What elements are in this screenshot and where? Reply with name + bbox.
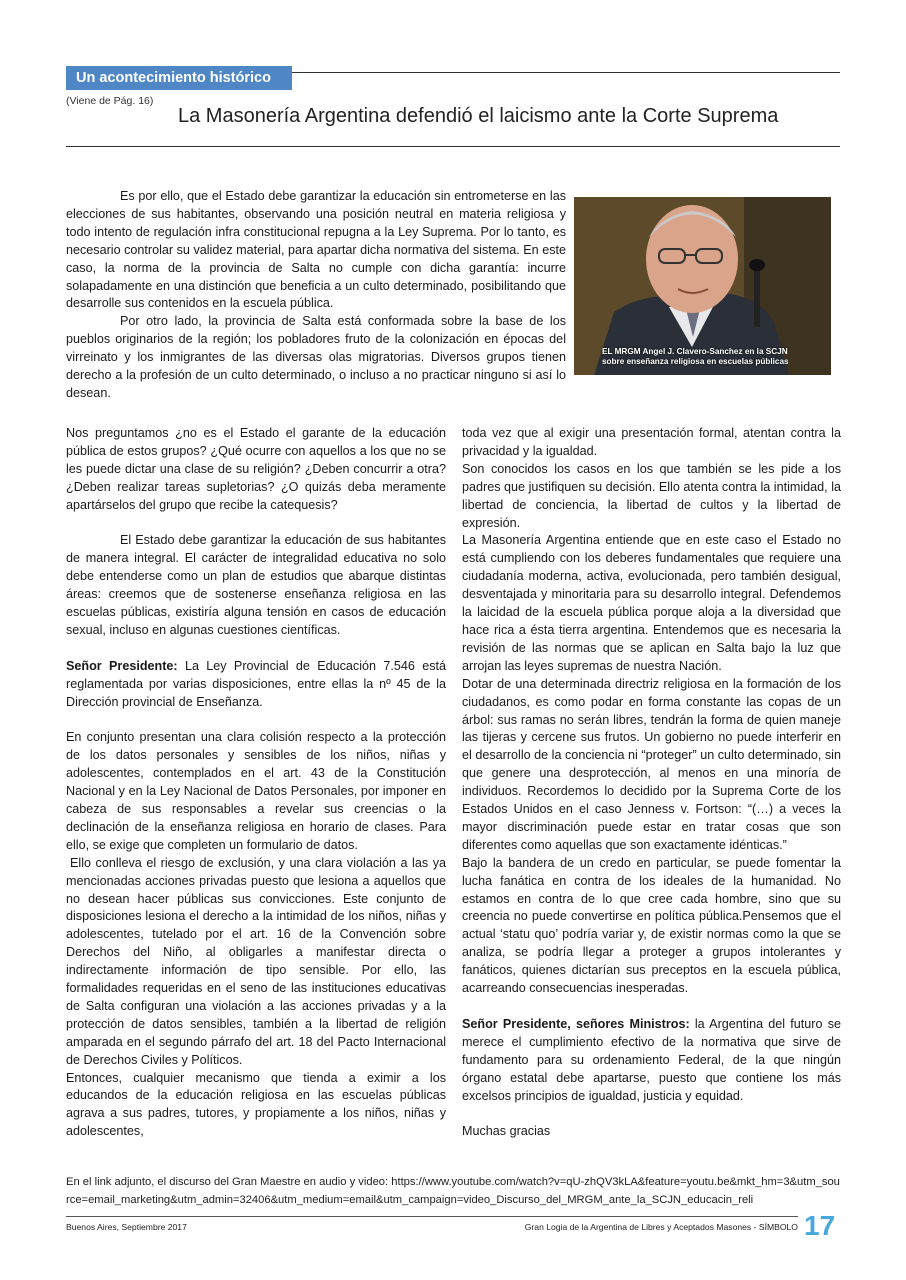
headline-rule (66, 146, 840, 147)
right-paragraph-6-text: la Argentina del futuro se merece el cumplimiento efectivo de la normativa que sirve de fundamento para su ordenamiento Federal, de la que ningún órgano estatal debe apartarse, puesto que contiene los más excelsos principios de igualdad, justicia y equidad. (462, 1016, 842, 1103)
closing-line: Muchas gracias (462, 1124, 551, 1139)
photo-caption (602, 347, 789, 366)
intro-paragraph-1: Es por ello, que el Estado debe garantizar la educación sin entrometerse en las elecciones de sus habitantes, observando una posición neutral en materia religiosa y todo intento de regulación infra constitucional repugna a la Ley Suprema. Por lo tanto, es necesario controlar su validez material, para apartar dicha normativa del sistema. En este caso, la norma de la provincia de Salta no cumple con dicha garantía: incurre solapadamente en una distinción que beneficia a un culto determinado, posibilitando que desarrolle sus contenidos en la escuela pública. (66, 189, 566, 311)
left-paragraph-3-text: La Ley Provincial de Educación 7.546 está reglamentada por varias disposiciones, entre ellas la nº 45 de la Dirección provincial de Enseñanza. (66, 658, 447, 709)
intro-paragraph-2: Por otro lado, la provincia de Salta está conformada sobre la base de los pueblos originarios de la región; los pobladores fruto de la colonización en épocas del virreinato y los inmigrantes de las diversas olas migratorias. Diversos grupos tienen derecho a la profesión de un culto determinado, o incluso a no practicar ninguno si así lo desean. (66, 314, 566, 400)
left-paragraph-6: Entonces, cualquier mecanismo que tienda a eximir a los educandos de la educación religiosa en las escuelas públicas agrava a sus padres, tutores, y propiamente a los niños, niñas y adolescentes, (66, 1070, 446, 1139)
footer-publication: Gran Logia de la Argentina de Libres y Aceptados Masones - SÍMBOLO (524, 1222, 798, 1232)
continued-note: (Viene de Pág. 16) (66, 95, 154, 107)
right-paragraph-4: Dotar de una determinada directriz religiosa en la formación de los ciudadanos, es como podar en forma constante las copas de un árbol: sus ramas no serán libres, tendrán la forma de quien maneje las tijeras y cercene sus frutos. Un gobierno no puede interferir en el desarrollo de la conciencia ni “proteger” un culto determinado, sin que genere una desprotección, al menos en una minoría de individuos. Recordemos lo decidido por la Suprema Corte de los Estados Unidos en el caso Jenness v. Fortson: “(…) a veces la mayor discriminación puede estar en tratar cosas que son diferentes como aquellas que son exactamente idénticas.” (462, 676, 841, 852)
photo-caption-line-2: sobre enseñanza religiosa en escuelas públicas (602, 356, 789, 366)
right-paragraph-1: toda vez que al exigir una presentación formal, atentan contra la privacidad y la igualdad. (462, 426, 841, 458)
video-link-note[interactable]: En el link adjunto, el discurso del Gran Maestre en audio y video: https://www.youtube.com/watch?v=qU-zhQV3kLA&feature=youtu.be&mkt_hm=3&utm_source=email_marketing&utm_admin=32406&utm_medium=email&utm_campaign=video_Discurso_del_MRGM_ante_la_SCJN_educacin_reli (66, 1176, 840, 1206)
right-paragraph-6 (462, 1016, 841, 1106)
senor-presidente-label: Señor Presidente: (66, 658, 178, 673)
speaker-photo (574, 197, 831, 375)
article-headline: La Masonería Argentina defendió el laicismo ante la Corte Suprema (178, 105, 779, 127)
senores-ministros-label: Señor Presidente, señores Ministros: (462, 1016, 690, 1031)
page-number: 17 (804, 1210, 836, 1241)
footer-date: Buenos Aires, Septiembre 2017 (66, 1222, 187, 1232)
left-paragraph-1: Nos preguntamos ¿no es el Estado el garante de la educación pública de estos grupos? ¿Qué ocurre con aquellos a los que no se les puede dictar una clase de su religión? ¿Deben concurrir a otra? ¿Deben realizar tareas supletorias? ¿O quizás deba meramente apartárselos del grupo que recibe la catequesis? (66, 426, 446, 512)
top-rule (292, 72, 840, 73)
left-paragraph-4: En conjunto presentan una clara colisión respecto a la protección de los datos personales y sensibles de los niños, niñas y adolescentes, contemplados en el art. 43 de la Constitución Nacional y en la Ley Nacional de Datos Personales, por imponer en cabeza de sus responsables a revelar sus creencias o la declinación de la enseñanza religiosa en horario de clases. Para ello, se exige que completen un formulario de datos. (66, 730, 446, 852)
photo-caption-line-1: EL MRGM Angel J. Clavero-Sanchez en la SCJN (602, 347, 788, 356)
left-paragraph-3 (66, 658, 446, 712)
right-paragraph-5: Bajo la bandera de un credo en particular, se puede fomentar la lucha fanática en contra de los ideales de la humanidad. No estamos en contra de lo que cree cada hombre, sino que su creencia no puede convertirse en política pública.Pensemos que el actual ‘statu quo’ podría variar y, de existir normas como la que se analiza, se podría llegar a proteger a grupos intolerantes y fanáticos, quienes dictarían sus preceptos en la escuela pública, acarreando consecuencias inesperadas. (462, 855, 841, 996)
left-paragraph-2: El Estado debe garantizar la educación de sus habitantes de manera integral. El carácter de integralidad educativa no solo debe entenderse como un plan de estudios que abarque distintas áreas: creemos que de sostenerse enseñanza religiosa en las escuelas públicas, existiría alguna tensión en casos de educación sexual, incluso en algunas cuestiones científicas. (66, 533, 446, 637)
left-column (66, 425, 446, 1141)
right-paragraph-2: Son conocidos los casos en los que también se les pide a los padres que justifiquen su decisión. Ello atenta contra la intimidad, la libertad de conciencia, la libertad de cultos y la libertad de expresión. (462, 461, 841, 530)
right-column (462, 425, 841, 1141)
section-label: Un acontecimiento histórico (66, 66, 292, 90)
left-paragraph-5: Ello conlleva el riesgo de exclusión, y una clara violación a las ya mencionadas acciones privadas puesto que lesiona a aquellos que no desean hacer públicas sus convicciones. Este conjunto de disposiciones lesiona el derecho a la intimidad de los niños, niñas y adolescentes, tutelado por el art. 16 de la Convención sobre Derechos del Niño, al obligarles a manifestar directa o indirectamente información de tipo sensible. Por ello, las formalidades requeridas en el seno de las instituciones educativas de Salta configuran una violación a las acciones privadas y a la protección de datos sensibles, también a la libertad de religión amparada en el segundo párrafo del art. 18 del Pacto Internacional de Derechos Civiles y Políticos. (66, 855, 446, 1067)
footer-rule (66, 1216, 798, 1217)
intro-text (66, 188, 566, 403)
right-paragraph-3: La Masonería Argentina entiende que en este caso el Estado no está cumpliendo con los deberes fundamentales que requiere una ciudadanía moderna, activa, evolucionada, pero también desigual, desventajada y minoritaria para su desarrollo integral. Defendemos la laicidad de la escuela pública porque aloja a la diversidad que hace rica a ésta tierra argentina. Entendemos que es necesaria la revisión de las normas que se aplican en Salta bajo la luz que arrojan las leyes supremas de nuestra Nación. (462, 533, 841, 673)
